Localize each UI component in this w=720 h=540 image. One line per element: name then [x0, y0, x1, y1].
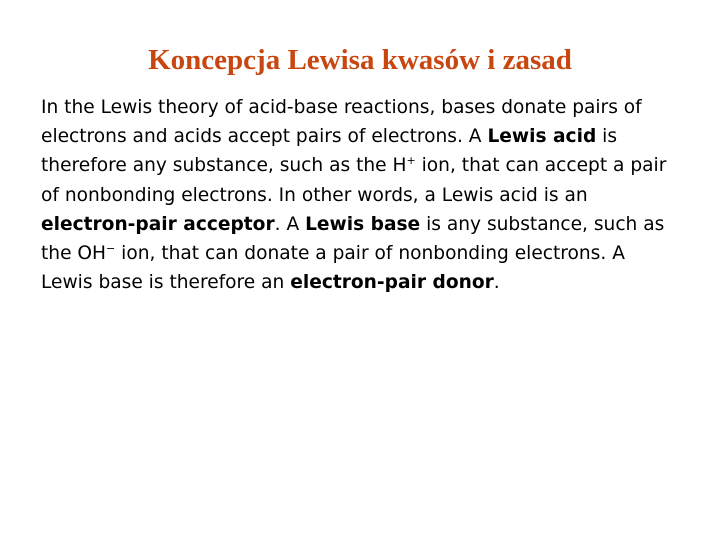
text-segment: is therefore any substance, such as the H	[41, 126, 618, 177]
text-segment: In the Lewis theory of acid-base reactions, bases donate pairs of electrons and acids accept pairs of electrons. A	[41, 97, 642, 148]
body-paragraph	[41, 93, 681, 297]
term-electron-pair-donor: electron-pair donor	[290, 272, 494, 294]
text-segment: ion, that can accept a pair of nonbonding electrons. In other words, a Lewis acid is an	[41, 155, 667, 206]
term-electron-pair-acceptor: electron-pair acceptor	[41, 213, 275, 235]
term-lewis-acid: Lewis acid	[487, 126, 597, 148]
slide-title: Koncepcja Lewisa kwasów i zasad	[148, 44, 572, 76]
superscript-plus: +	[406, 154, 416, 168]
term-lewis-base: Lewis base	[305, 213, 421, 235]
text-segment: ion, that can donate a pair of nonbonding electrons. A Lewis base is therefore an	[41, 243, 625, 294]
text-segment: is any substance, such as the OH	[41, 213, 665, 265]
text-segment: . A	[274, 213, 306, 235]
text-segment: .	[493, 272, 500, 294]
superscript-minus: −	[106, 242, 116, 256]
